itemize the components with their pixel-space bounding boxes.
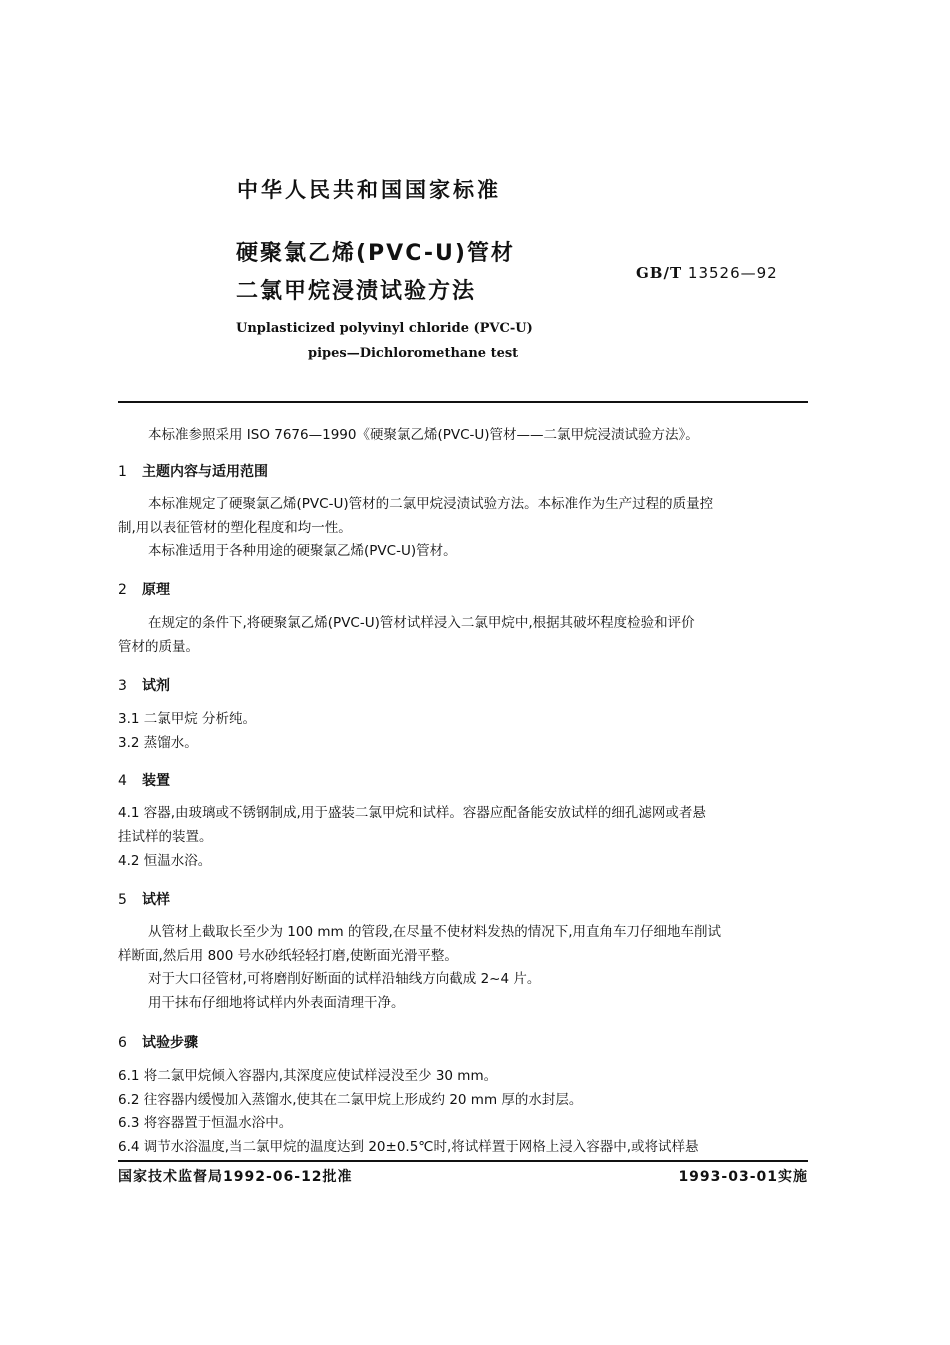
section-1-heading (118, 461, 268, 481)
clause-4-1-cont: 挂试样的装置。 (118, 829, 213, 845)
section-1-paragraph-2: 本标准适用于各种用途的硬聚氯乙烯(PVC-U)管材。 (148, 543, 457, 559)
section-5-paragraph-cont: 样断面,然后用 800 号水砂纸轻轻打磨,使断面光滑平整。 (118, 948, 458, 964)
clause-6-2: 6.2 往容器内缓慢加入蒸馏水,使其在二氯甲烷上形成约 20 mm 厚的水封层。 (118, 1092, 583, 1108)
title-cn-line1: 硬聚氯乙烯(PVC-U)管材 (236, 241, 515, 266)
section-number: 3 (118, 678, 127, 694)
section-5-paragraph-2: 对于大口径管材,可将磨削好断面的试样沿轴线方向截成 2~4 片。 (148, 971, 541, 987)
section-title: 原理 (142, 582, 170, 598)
section-title: 主题内容与适用范围 (142, 464, 268, 480)
clause-6-3: 6.3 将容器置于恒温水浴中。 (118, 1115, 293, 1131)
section-title: 试验步骤 (142, 1035, 198, 1051)
section-5-paragraph: 从管材上截取长至少为 100 mm 的管段,在尽量不使材料发热的情况下,用直角车刀仔细地车削试 (148, 924, 722, 940)
clause-6-1: 6.1 将二氯甲烷倾入容器内,其深度应使试样浸没至少 30 mm。 (118, 1068, 498, 1084)
effective-date: 1993-03-01实施 (678, 1169, 808, 1185)
section-3-heading (118, 675, 170, 695)
section-1-paragraph: 本标准规定了硬聚氯乙烯(PVC-U)管材的二氯甲烷浸渍试验方法。本标准作为生产过程的质量控 (148, 496, 714, 512)
clause-3-2: 3.2 蒸馏水。 (118, 735, 198, 751)
header-divider (118, 401, 808, 403)
title-en-line1: Unplasticized polyvinyl chloride (PVC-U) (236, 321, 533, 336)
standard-number (636, 264, 778, 282)
clause-4-1: 4.1 容器,由玻璃或不锈钢制成,用于盛装二氯甲烷和试样。容器应配备能安放试样的细孔滤网或者悬 (118, 805, 706, 821)
footer-divider (118, 1160, 808, 1162)
section-2-paragraph: 在规定的条件下,将硬聚氯乙烯(PVC-U)管材试样浸入二氯甲烷中,根据其破坏程度检验和评价 (148, 615, 695, 631)
standard-code: 13526—92 (687, 264, 778, 282)
section-6-heading (118, 1032, 198, 1052)
section-1-paragraph-cont: 制,用以表征管材的塑化程度和均一性。 (118, 520, 352, 536)
national-standard-heading: 中华人民共和国国家标准 (237, 178, 501, 202)
section-2-paragraph-cont: 管材的质量。 (118, 639, 199, 655)
section-number: 1 (118, 464, 127, 480)
section-5-paragraph-3: 用干抹布仔细地将试样内外表面清理干净。 (148, 995, 405, 1011)
section-number: 6 (118, 1035, 127, 1051)
section-title: 试剂 (142, 678, 170, 694)
section-2-heading (118, 579, 170, 599)
title-en-line2: pipes—Dichloromethane test (308, 346, 519, 361)
section-title: 装置 (142, 773, 170, 789)
section-5-heading (118, 889, 170, 909)
clause-4-2: 4.2 恒温水浴。 (118, 853, 212, 869)
section-number: 2 (118, 582, 127, 598)
clause-3-1: 3.1 二氯甲烷 分析纯。 (118, 711, 257, 727)
clause-6-4: 6.4 调节水浴温度,当二氯甲烷的温度达到 20±0.5℃时,将试样置于网格上浸入容器中,或将试样悬 (118, 1139, 699, 1155)
section-4-heading (118, 770, 170, 790)
intro-text: 本标准参照采用 ISO 7676—1990《硬聚氯乙烯(PVC-U)管材——二氯甲烷浸渍试验方法》。 (148, 427, 699, 443)
title-cn-line2: 二氯甲烷浸渍试验方法 (236, 279, 477, 304)
standard-prefix: GB/T (636, 264, 683, 282)
section-number: 4 (118, 773, 127, 789)
section-number: 5 (118, 892, 127, 908)
section-title: 试样 (142, 892, 170, 908)
approval-date: 国家技术监督局1992-06-12批准 (118, 1169, 353, 1185)
